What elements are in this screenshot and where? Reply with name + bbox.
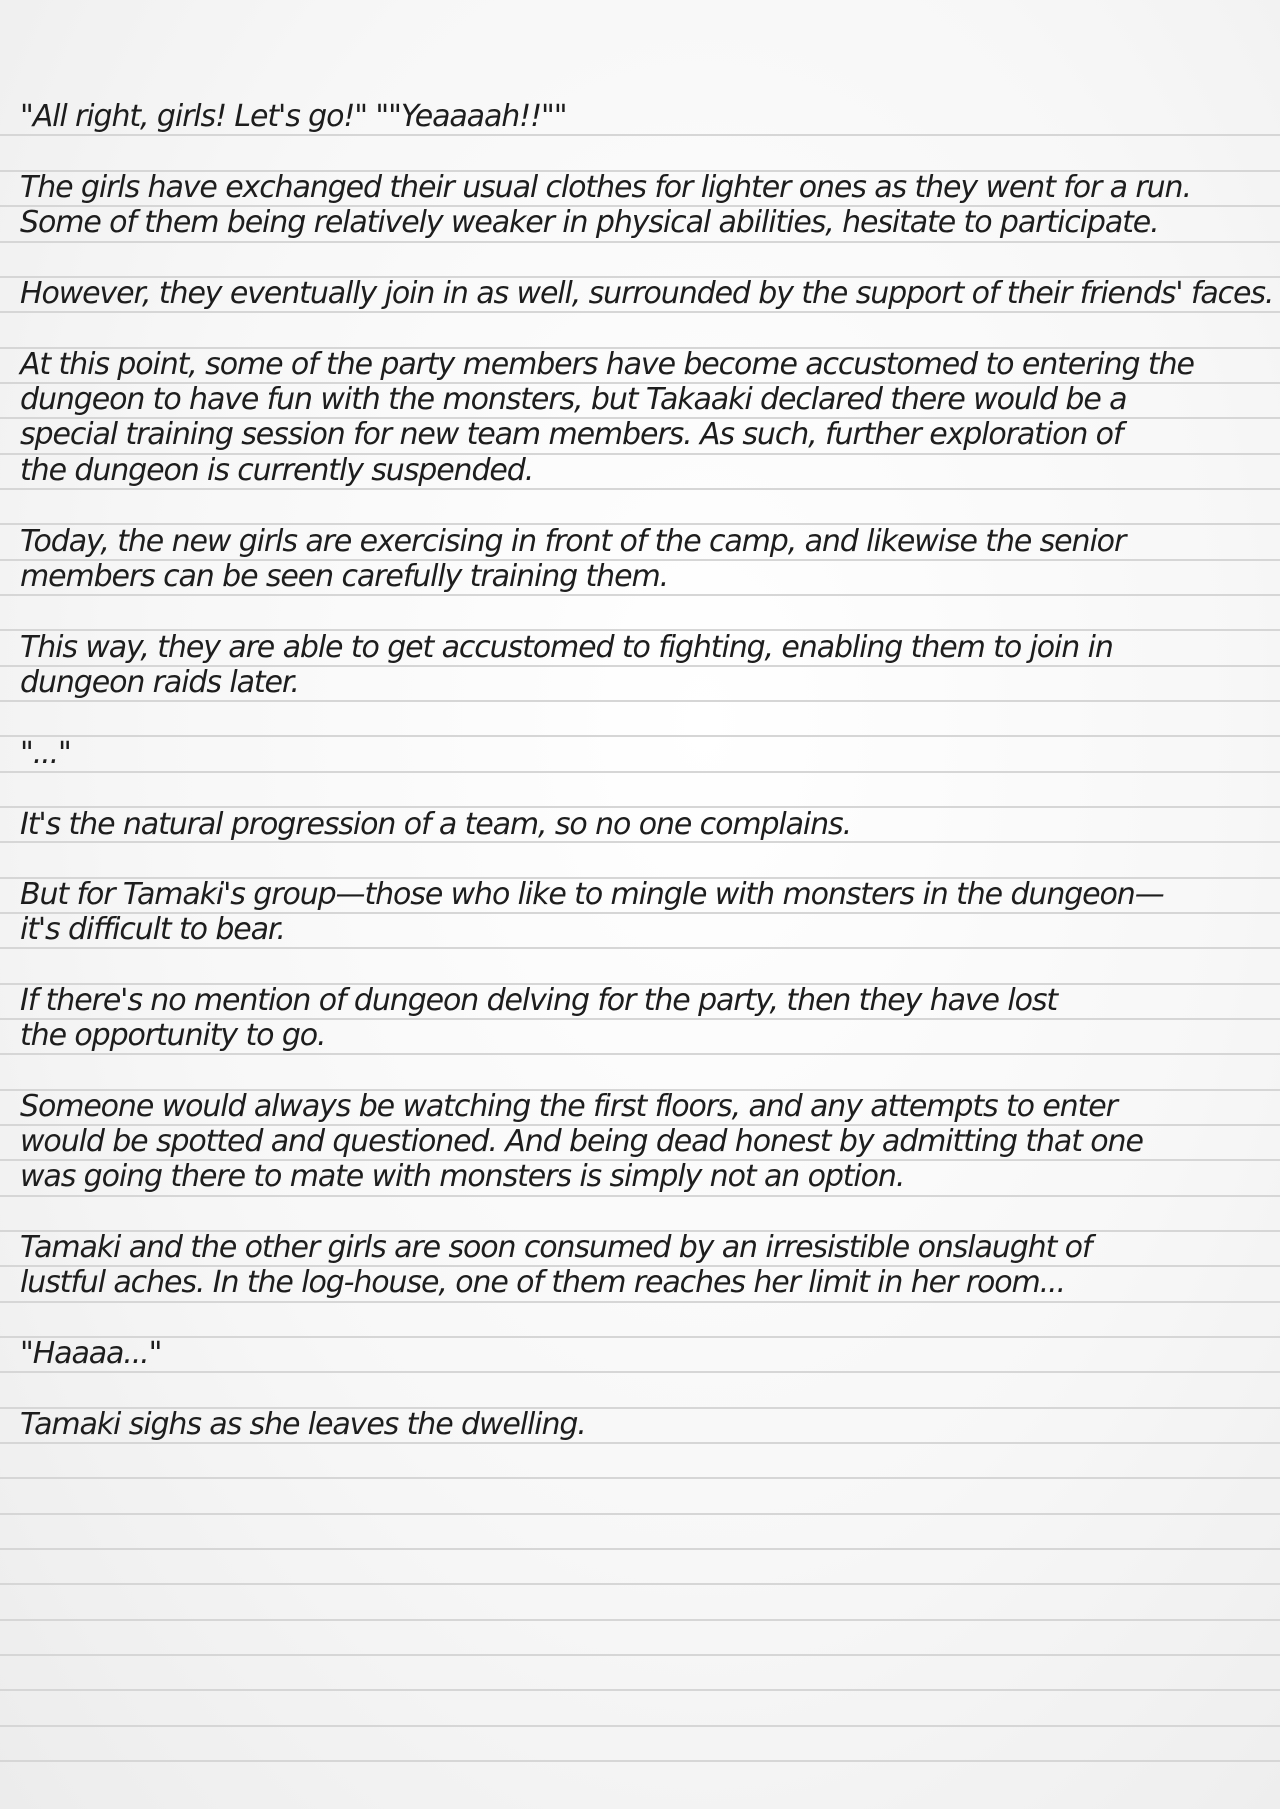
rule-line <box>0 1195 1280 1197</box>
rule-line <box>0 1442 1280 1444</box>
text-line: Tamaki and the other girls are soon consumed by an irresistible onslaught of <box>20 1230 1092 1265</box>
text-line: Someone would always be watching the first floors, and any attempts to enter <box>20 1089 1117 1124</box>
text-line: the opportunity to go. <box>20 1018 326 1053</box>
text-line: would be spotted and questioned. And being dead honest by admitting that one <box>20 1124 1143 1159</box>
rule-line <box>0 1619 1280 1621</box>
rule-line <box>0 700 1280 702</box>
text-line: Today, the new girls are exercising in front of the camp, and likewise the senior <box>20 524 1126 559</box>
text-line: At this point, some of the party members have become accustomed to entering the <box>20 347 1194 382</box>
rule-line <box>0 1583 1280 1585</box>
rule-line <box>0 594 1280 596</box>
rule-line <box>0 1654 1280 1656</box>
rule-line <box>0 735 1280 737</box>
rule-line <box>0 241 1280 243</box>
rule-line <box>0 1336 1280 1338</box>
text-line: "Haaaa..." <box>20 1336 162 1371</box>
rule-line <box>0 1548 1280 1550</box>
text-line: However, they eventually join in as well, surrounded by the support of their friends' faces. <box>20 276 1274 311</box>
text-line: members can be seen carefully training them. <box>20 559 669 594</box>
text-line: lustful aches. In the log-house, one of them reaches her limit in her room... <box>20 1265 1065 1300</box>
rule-line <box>0 1477 1280 1479</box>
text-line: dungeon to have fun with the monsters, but Takaaki declared there would be a <box>20 382 1127 417</box>
text-line: Tamaki sighs as she leaves the dwelling. <box>20 1407 586 1442</box>
rule-line <box>0 1301 1280 1303</box>
text-line: it's difficult to bear. <box>20 912 285 947</box>
rule-line <box>0 134 1280 136</box>
text-line: But for Tamaki's group—those who like to mingle with monsters in the dungeon— <box>20 877 1164 912</box>
rule-line <box>0 311 1280 313</box>
text-line: If there's no mention of dungeon delving for the party, then they have lost <box>20 983 1058 1018</box>
rule-line <box>0 1725 1280 1727</box>
text-line: Some of them being relatively weaker in physical abilities, hesitate to participate. <box>20 205 1159 240</box>
rule-line <box>0 1513 1280 1515</box>
rule-line <box>0 771 1280 773</box>
rule-line <box>0 488 1280 490</box>
rule-line <box>0 1053 1280 1055</box>
text-line: special training session for new team members. As such, further exploration of <box>20 417 1123 452</box>
rule-line <box>0 1760 1280 1762</box>
rule-line <box>0 947 1280 949</box>
text-line: "All right, girls! Let's go!" ""Yeaaaah!!"" <box>20 99 567 134</box>
text-line: the dungeon is currently suspended. <box>20 453 534 488</box>
rule-line <box>0 1689 1280 1691</box>
text-line: dungeon raids later. <box>20 665 299 700</box>
text-line: was going there to mate with monsters is simply not an option. <box>20 1159 905 1194</box>
rule-line <box>0 1371 1280 1373</box>
text-line: The girls have exchanged their usual clothes for lighter ones as they went for a run. <box>20 170 1191 205</box>
text-line: It's the natural progression of a team, so no one complains. <box>20 807 852 842</box>
text-line: "..." <box>20 736 71 771</box>
text-line: This way, they are able to get accustomed to fighting, enabling them to join in <box>20 630 1113 665</box>
